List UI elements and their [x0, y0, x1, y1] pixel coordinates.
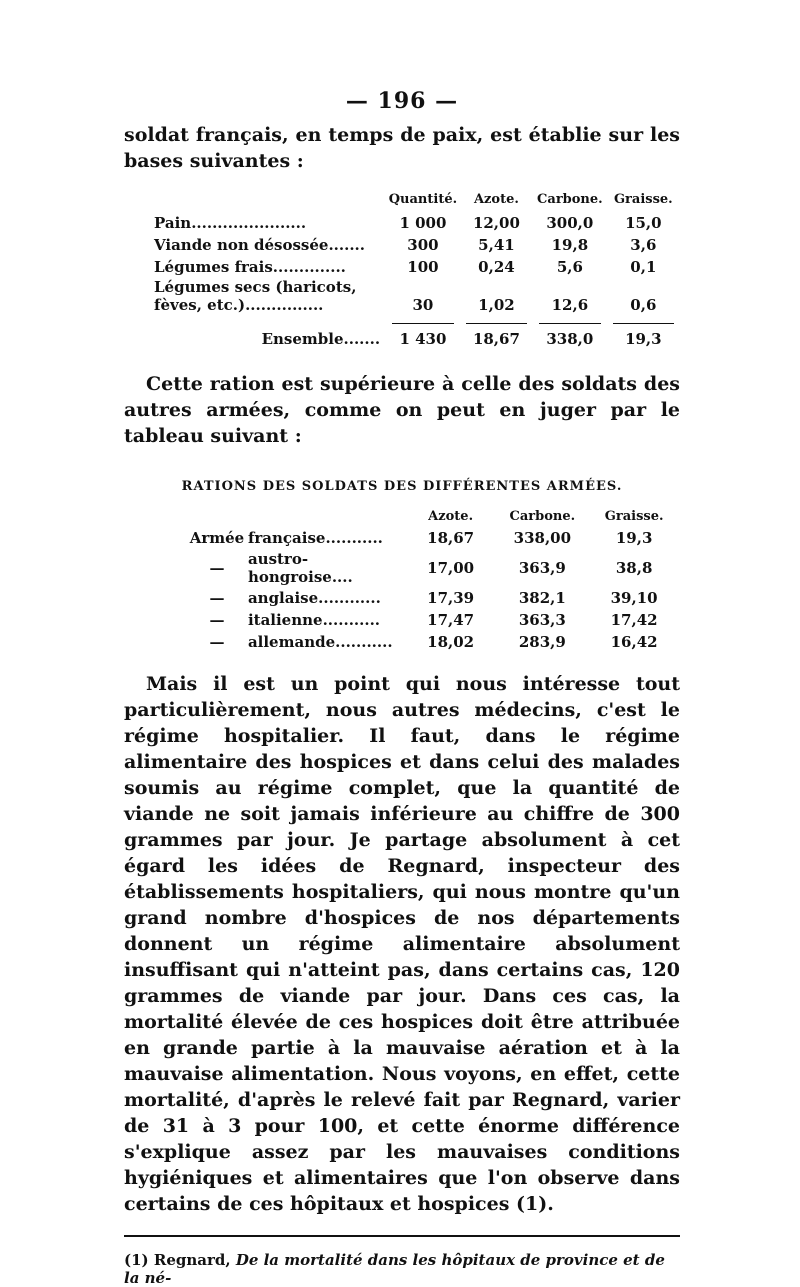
comparison-paragraph: Cette ration est supérieure à celle des soldats des autres armées, comme on peut en juger par le tableau suivant : [124, 373, 680, 447]
row-label: Pain...................... [154, 214, 307, 232]
footnote-marker: (1) Regnard, [124, 1251, 231, 1269]
cell: 17,42 [610, 611, 658, 629]
header-quantite: Quantité. [388, 192, 458, 207]
cell: 12,6 [551, 296, 589, 314]
total-label: Ensemble....... [261, 330, 381, 348]
intro-paragraph: soldat français, en temps de paix, est établie sur les bases suivantes : [124, 124, 680, 172]
table-row [186, 527, 680, 549]
row-prefix: — [209, 611, 225, 629]
table-row [154, 277, 680, 315]
cell: 5,41 [478, 236, 515, 254]
header-graisse: Graisse. [613, 192, 673, 207]
cell: 0,24 [478, 258, 515, 276]
table-row [186, 549, 680, 587]
table-row [154, 255, 680, 277]
cell: 15,0 [625, 214, 662, 232]
header-graisse: Graisse. [604, 509, 664, 524]
row-prefix: Armée [189, 529, 245, 547]
total-row [154, 315, 680, 349]
armies-table [186, 508, 680, 653]
total-cell: 19,3 [613, 323, 674, 348]
cell: 39,10 [610, 589, 658, 607]
cell: 5,6 [556, 258, 583, 276]
row-label: française........... [247, 529, 383, 547]
cell: 363,3 [518, 611, 566, 629]
row-prefix: — [209, 589, 225, 607]
row-label: Légumes secs (haricots, fèves, etc.)............... [154, 278, 357, 314]
table-row [154, 211, 680, 233]
cell: 283,9 [518, 633, 566, 651]
row-label: anglaise............ [247, 589, 381, 607]
total-cell: 1 430 [392, 323, 454, 348]
footnote [124, 1251, 680, 1287]
cell: 19,3 [615, 529, 653, 547]
header-carbone: Carbone. [537, 192, 603, 207]
table-row [186, 609, 680, 631]
cell: 1,02 [478, 296, 515, 314]
footnote-text: De la mortalité dans les hôpitaux de province et de la né- [124, 1251, 665, 1287]
cell: 100 [407, 258, 439, 276]
row-label: Légumes frais.............. [154, 258, 346, 276]
row-label: italienne........... [247, 611, 381, 629]
header-azote: Azote. [473, 192, 519, 207]
cell: 1 000 [399, 214, 447, 232]
hospital-paragraph: Mais il est un point qui nous intéresse tout particulièrement, nous autres médecins, c'est le régime hospitalier. Il faut, dans le régime alimentaire des hospices et dans celui des malades soumis au régime complet, que la quantité de viande ne soit jamais inférieure au chiffre de 300 grammes par jour. Je partage absolument à cet égard les idées de Regnard, inspecteur des établissements hospitaliers, qui nous montre qu'un grand nombre d'hospices de nos départements donnent un régime alimentaire absolument insuffisant qui n'atteint pas, dans certains cas, 120 grammes de viande par jour. Dans ces cas, la mortalité élevée de ces hospices doit être attribuée en grande partie à la mauvaise aération et à la mauvaise alimentation. Nous voyons, en effet, cette mortalité, d'après le relevé fait par Regnard, varier de 31 à 3 pour 100, et cette énorme différence s'explique assez par les mauvaises conditions hygiéniques et alimentaires que l'on observe dans certains de ces hôpitaux et hospices (1). [124, 673, 680, 1215]
cell: 300,0 [546, 214, 594, 232]
header-carbone: Carbone. [509, 509, 576, 524]
row-label: austro-hongroise.... [247, 550, 353, 586]
row-label: Viande non désossée....... [154, 236, 366, 254]
footnote-divider [124, 1235, 680, 1237]
cell: 19,8 [551, 236, 589, 254]
table-row [154, 233, 680, 255]
table-caption: RATIONS DES SOLDATS DES DIFFÉRENTES ARMÉES. [181, 479, 623, 494]
row-label: allemande........... [247, 633, 393, 651]
cell: 338,00 [513, 529, 572, 547]
row-prefix: — [209, 633, 225, 651]
cell: 0,1 [630, 258, 657, 276]
cell: 363,9 [518, 559, 566, 577]
row-prefix: — [209, 559, 225, 577]
total-cell: 338,0 [539, 323, 601, 348]
cell: 17,39 [427, 589, 475, 607]
total-cell: 18,67 [466, 323, 527, 348]
cell: 17,47 [427, 611, 475, 629]
cell: 38,8 [615, 559, 653, 577]
cell: 17,00 [427, 559, 475, 577]
cell: 30 [412, 296, 434, 314]
table-row [186, 587, 680, 609]
page [124, 88, 680, 1287]
ration-table [154, 192, 680, 349]
cell: 300 [407, 236, 439, 254]
cell: 18,67 [427, 529, 475, 547]
page-number: — 196 — [345, 88, 459, 114]
cell: 0,6 [630, 296, 657, 314]
cell: 16,42 [610, 633, 658, 651]
cell: 382,1 [518, 589, 566, 607]
cell: 3,6 [630, 236, 657, 254]
header-azote: Azote. [428, 509, 474, 524]
cell: 12,00 [472, 214, 520, 232]
table-row [186, 631, 680, 653]
cell: 18,02 [427, 633, 475, 651]
